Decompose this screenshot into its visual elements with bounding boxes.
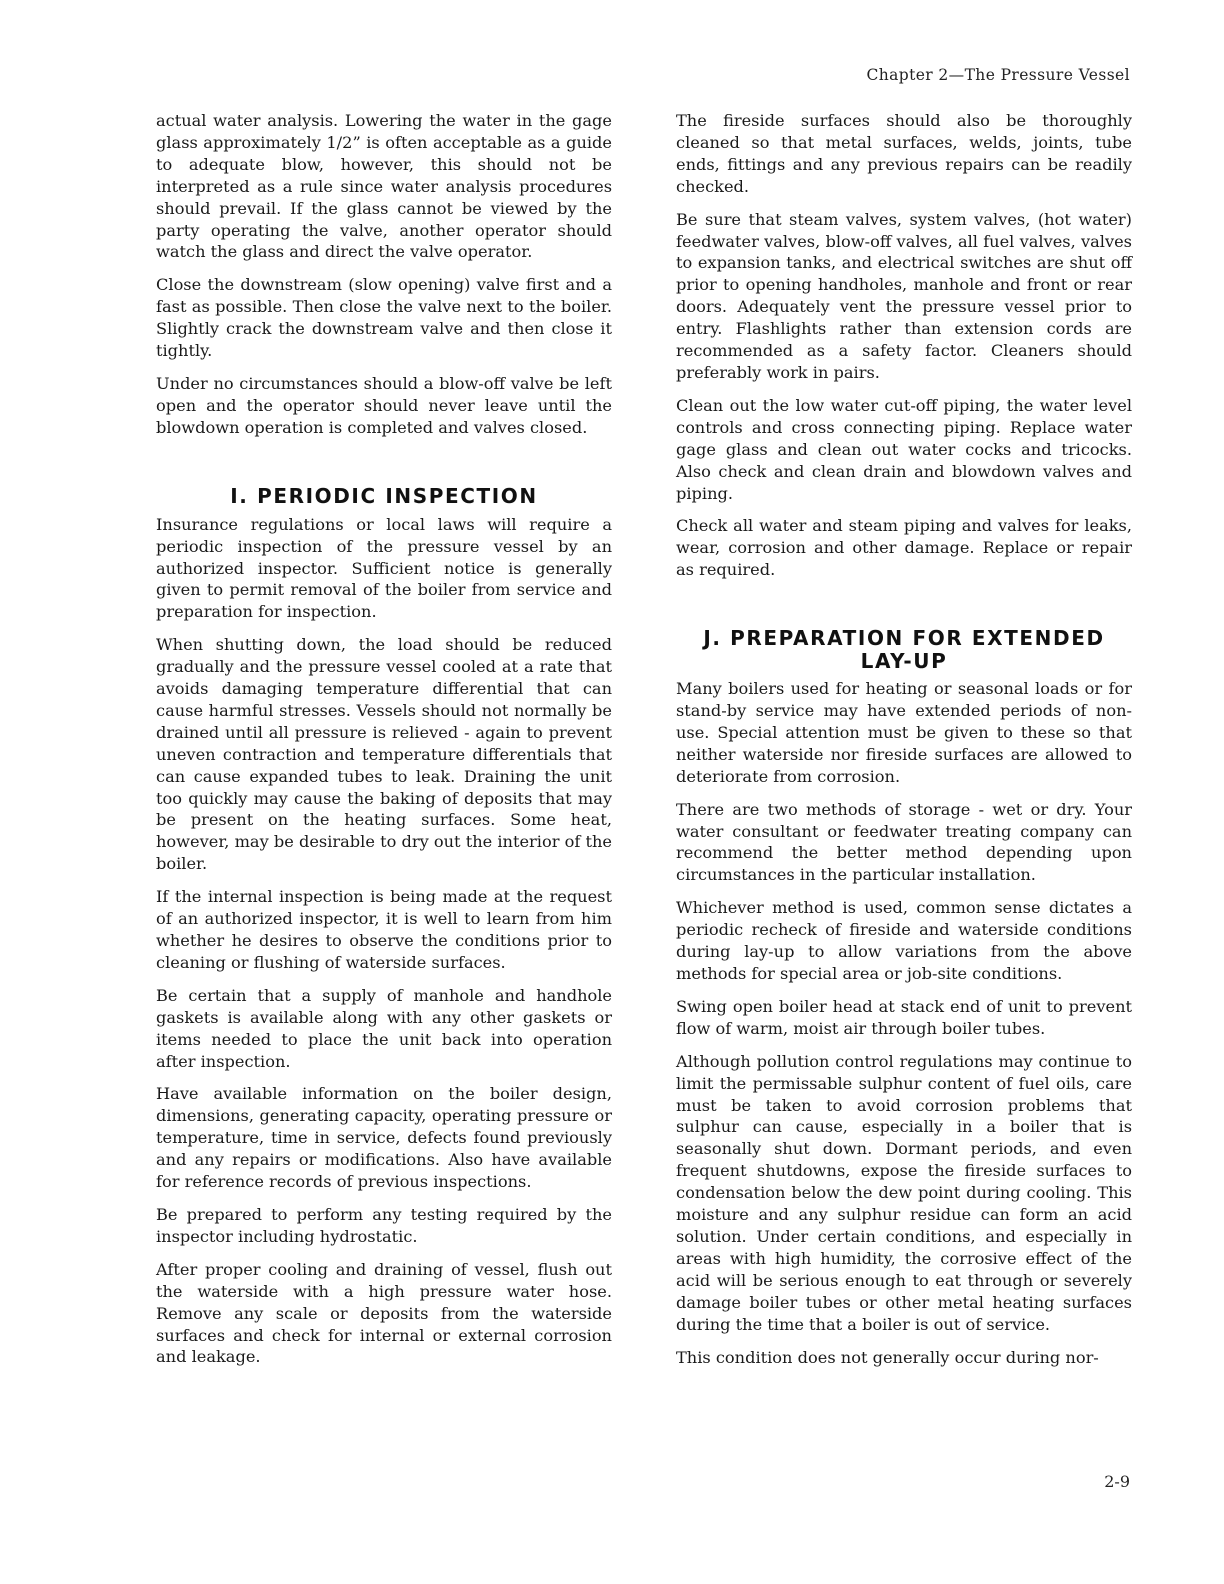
section-heading-line1: J. PREPARATION FOR EXTENDED — [703, 626, 1105, 651]
section-heading-periodic-inspection: I. PERIODIC INSPECTION — [230, 483, 538, 508]
section-heading-extended-layup — [676, 627, 1132, 673]
paragraph: There are two methods of storage - wet or dry. Your water consultant or feedwater treating company can recommend the better method depending upon circumstances in the particular installation. — [676, 799, 1132, 885]
left-column — [156, 110, 612, 1379]
paragraph: Have available information on the boiler design, dimensions, generating capacity, operating pressure or temperature, time in service, defects found previously and any repairs or modifications. Also have available for reference records of previous inspections. — [156, 1084, 612, 1192]
paragraph: Many boilers used for heating or seasonal loads or for stand-by service may have extended periods of non-use. Special attention must be given to these so that neither waterside nor fireside surfaces are allowed to deteriorate from corrosion. — [676, 679, 1132, 786]
paragraph: Whichever method is used, common sense dictates a periodic recheck of fireside and waterside conditions during lay-up to allow variations from the above methods for special area or job-site conditions. — [676, 898, 1132, 983]
paragraph: Be certain that a supply of manhole and handhole gaskets is available along with any other gaskets or items needed to place the unit back into operation after inspection. — [156, 985, 612, 1071]
paragraph: Under no circumstances should a blow-off valve be left open and the operator should never leave until the blowdown operation is completed and valves closed. — [156, 373, 612, 437]
running-header: Chapter 2—The Pressure Vessel — [866, 66, 1130, 84]
paragraph: Swing open boiler head at stack end of unit to prevent flow of warm, moist air through boiler tubes. — [676, 996, 1132, 1038]
paragraph: Check all water and steam piping and valves for leaks, wear, corrosion and other damage. Replace or repair as required. — [676, 516, 1132, 580]
paragraph: The fireside surfaces should also be thoroughly cleaned so that metal surfaces, welds, joints, tube ends, fittings and any previous repairs can be readily checked. — [676, 111, 1132, 196]
paragraph: Close the downstream (slow opening) valve first and a fast as possible. Then close the valve next to the boiler. Slightly crack the downstream valve and then close it tightly. — [156, 275, 612, 361]
paragraph: Be sure that steam valves, system valves, (hot water) feedwater valves, blow-off valves, all fuel valves, valves to expansion tanks, and electrical switches are shut off prior to opening handholes, manhole and front or rear doors. Adequately vent the pressure vessel prior to entry. Flashlights rather than extension cords are recommended as a safety factor. Cleaners should preferably work in pairs. — [676, 209, 1132, 382]
paragraph: When shutting down, the load should be reduced gradually and the pressure vessel cooled at a rate that avoids damaging temperature differential that can cause harmful stresses. Vessels should not normally be drained until all pressure is relieved - again to prevent uneven contraction and temperature differentials that can cause expanded tubes to leak. Draining the unit too quickly may cause the baking of deposits that may be present on the heating surfaces. Some heat, however, may be desirable to dry out the interior of the boiler. — [156, 635, 612, 874]
right-column — [676, 110, 1132, 1379]
paragraph: Although pollution control regulations may continue to limit the permissable sulphur content of fuel oils, care must be taken to avoid corrosion problems that sulphur can cause, especially in a boiler that is seasonally shut down. Dormant periods, and even frequent shutdowns, expose the fireside surfaces to condensation below the dew point during cooling. This moisture and any sulphur residue can form an acid solution. Under certain conditions, and especially in areas with high humidity, the corrosive effect of the acid will be serious enough to eat through or severely damage boiler tubes or other metal heating surfaces during the time that a boiler is out of service. — [676, 1051, 1132, 1334]
page-number: 2-9 — [1104, 1472, 1130, 1491]
paragraph: Clean out the low water cut-off piping, the water level controls and cross connecting piping. Replace water gage glass and clean out water cocks and tricocks. Also check and clean drain and blowdown valves and piping. — [676, 395, 1132, 503]
paragraph: After proper cooling and draining of vessel, flush out the waterside with a high pressure water hose. Remove any scale or deposits from the waterside surfaces and check for internal or external corrosion and leakage. — [156, 1259, 612, 1367]
paragraph: If the internal inspection is being made at the request of an authorized inspector, it is well to learn from him whether he desires to observe the conditions prior to cleaning or flushing of waterside surfaces. — [156, 887, 612, 972]
paragraph: This condition does not generally occur during nor- — [676, 1347, 1099, 1367]
section-heading-line2: LAY-UP — [860, 649, 948, 674]
paragraph: Insurance regulations or local laws will require a periodic inspection of the pressure vessel by an authorized inspector. Sufficient notice is generally given to permit removal of the boiler from service and preparation for inspection. — [156, 514, 612, 622]
paragraph: actual water analysis. Lowering the water in the gage glass approximately 1/2” is often acceptable as a guide to adequate blow, however, this should not be interpreted as a rule since water analysis procedures should prevail. If the glass cannot be viewed by the party operating the valve, another operator should watch the glass and direct the valve operator. — [156, 111, 612, 262]
paragraph: Be prepared to perform any testing required by the inspector including hydrostatic. — [156, 1204, 612, 1246]
